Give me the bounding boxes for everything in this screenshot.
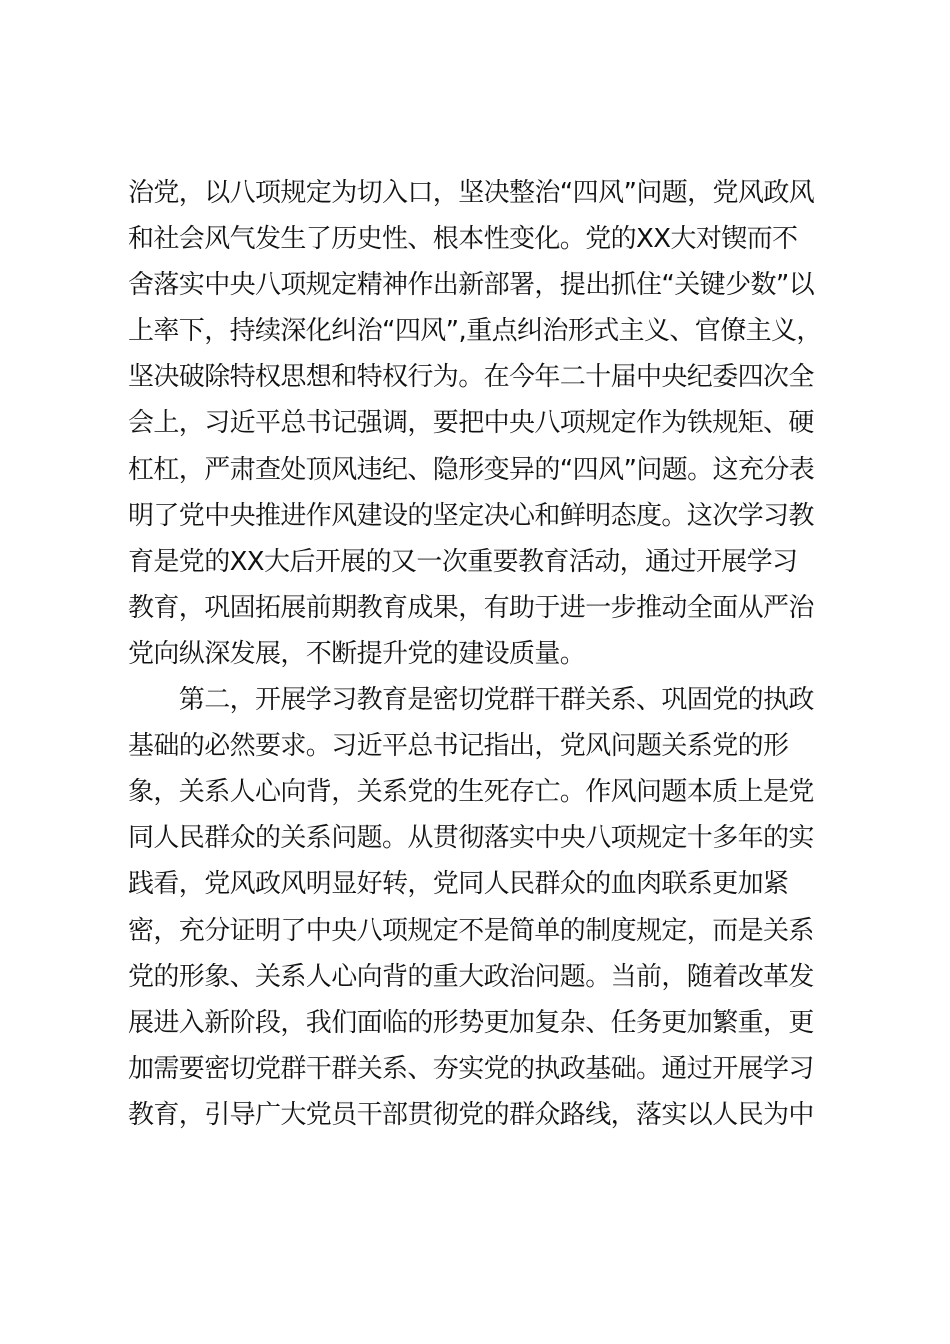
text-line: 象，关系人心向背，关系党的生死存亡。作风问题本质上是党 xyxy=(128,777,814,808)
text-line: 教育，巩固拓展前期教育成果，有助于进一步推动全面从严治 xyxy=(128,592,814,623)
text-line: 基础的必然要求。习近平总书记指出，党风问题关系党的形 xyxy=(128,731,789,762)
text-line: 加需要密切党群干群关系、夯实党的执政基础。通过开展学习 xyxy=(128,1053,814,1084)
text-line: 坚决破除特权思想和特权行为。在今年二十届中央纪委四次全 xyxy=(128,362,814,393)
text-line: 明了党中央推进作风建设的坚定决心和鲜明态度。这次学习教 xyxy=(128,500,814,531)
text-line: 会上，习近平总书记强调，要把中央八项规定作为铁规矩、硬 xyxy=(128,408,814,439)
text-line: 上率下，持续深化纠治“四风”,重点纠治形式主义、官僚主义， xyxy=(128,316,822,347)
text-line: 第二，开展学习教育是密切党群干群关系、巩固党的执政 xyxy=(128,685,814,716)
text-line: 和社会风气发生了历史性、根本性变化。党的XX大对锲而不 xyxy=(128,224,798,255)
text-line: 同人民群众的关系问题。从贯彻落实中央八项规定十多年的实 xyxy=(128,823,814,854)
text-line: 展进入新阶段，我们面临的形势更加复杂、任务更加繁重，更 xyxy=(128,1007,814,1038)
text-line: 杠杠，严肃查处顶风违纪、隐形变异的“四风”问题。这充分表 xyxy=(128,454,815,485)
text-line: 党向纵深发展，不断提升党的建设质量。 xyxy=(128,638,586,669)
text-line: 教育，引导广大党员干部贯彻党的群众路线，落实以人民为中 xyxy=(128,1099,814,1130)
text-line: 舍落实中央八项规定精神作出新部署，提出抓住“关键少数”以 xyxy=(128,270,815,301)
text-line: 践看，党风政风明显好转，党同人民群众的血肉联系更加紧 xyxy=(128,869,789,900)
text-line: 育是党的XX大后开展的又一次重要教育活动，通过开展学习 xyxy=(128,546,798,577)
text-line: 密，充分证明了中央八项规定不是简单的制度规定，而是关系 xyxy=(128,915,814,946)
text-line: 党的形象、关系人心向背的重大政治问题。当前，随着改革发 xyxy=(128,961,814,992)
body-text xyxy=(128,170,828,1138)
text-line: 治党，以八项规定为切入口，坚决整治“四风”问题，党风政风 xyxy=(128,178,815,208)
